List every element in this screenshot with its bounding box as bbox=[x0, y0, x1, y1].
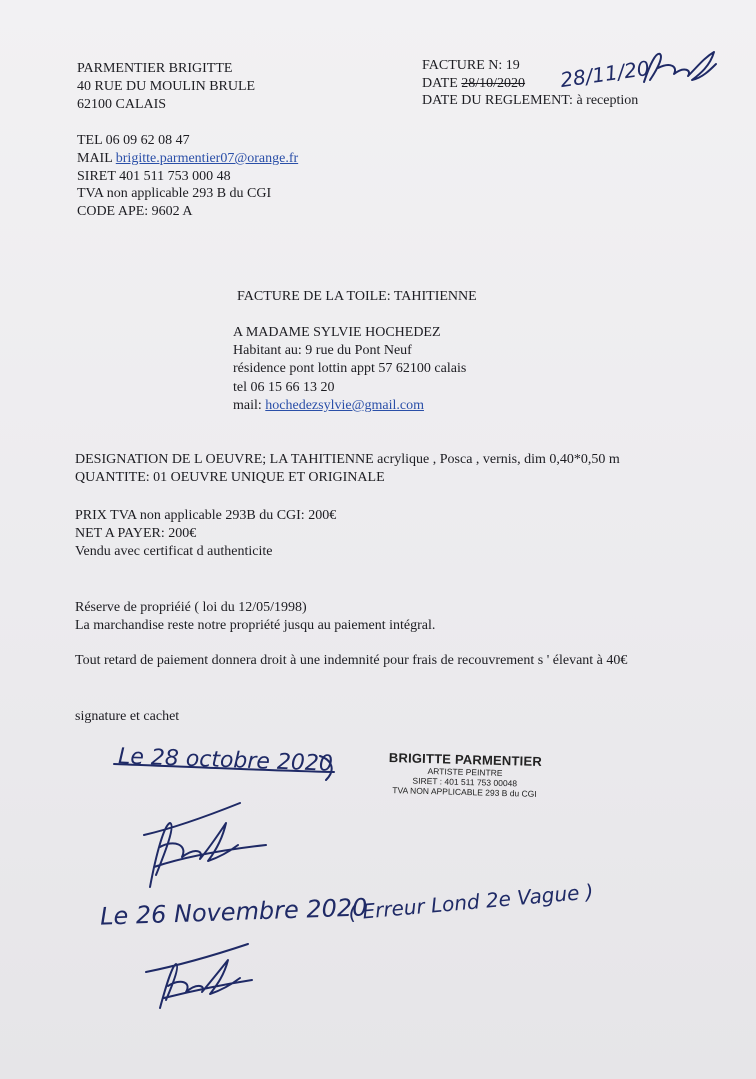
invoice-title: FACTURE DE LA TOILE: TAHITIENNE bbox=[237, 289, 477, 304]
invoice-date-label: DATE bbox=[422, 76, 462, 91]
handwritten-invoice-date: 28/11/20 bbox=[558, 55, 652, 93]
seller-ape: CODE APE: 9602 A bbox=[77, 204, 193, 219]
late-payment-clause: Tout retard de paiement donnera droit à une indemnité pour frais de recouvrement s ' élevant à 40€ bbox=[75, 653, 628, 668]
price-line: PRIX TVA non applicable 293B du CGI: 200€ bbox=[75, 508, 337, 523]
seller-address-street: 40 RUE DU MOULIN BRULE bbox=[77, 79, 256, 94]
signature-icon-2 bbox=[136, 932, 256, 1012]
seller-mail-label: MAIL bbox=[77, 151, 116, 166]
artist-stamp bbox=[379, 750, 550, 799]
seller-address-city: 62100 CALAIS bbox=[77, 97, 167, 112]
certificate-note: Vendu avec certificat d authenticite bbox=[75, 544, 273, 559]
handwritten-note: ( Erreur Lond 2e Vague ) bbox=[347, 879, 595, 925]
signature-icon bbox=[130, 795, 270, 890]
artwork-designation: DESIGNATION DE L OEUVRE; LA TAHITIENNE acrylique , Posca , vernis, dim 0,40*0,50 m bbox=[75, 452, 620, 467]
client-mail-link[interactable]: hochedezsylvie@gmail.com bbox=[265, 398, 424, 413]
seller-name: PARMENTIER BRIGITTE bbox=[77, 61, 233, 76]
client-tel: tel 06 15 66 13 20 bbox=[233, 380, 335, 395]
stamp-siret: SIRET : 401 511 753 00048 bbox=[412, 775, 518, 789]
seller-tel: TEL 06 09 62 08 47 bbox=[77, 133, 190, 148]
invoice-number: FACTURE N: 19 bbox=[422, 58, 520, 73]
invoice-date-struck: 28/10/2020 bbox=[461, 76, 526, 91]
invoice-date-line bbox=[422, 75, 525, 93]
seller-mail-link[interactable]: brigitte.parmentier07@orange.fr bbox=[115, 151, 299, 166]
handwritten-struck-date: Le 28 octobre 2020 bbox=[117, 744, 334, 777]
handwritten-new-date: Le 26 Novembre 2020 bbox=[99, 893, 368, 931]
seller-tva: TVA non applicable 293 B du CGI bbox=[77, 186, 272, 201]
seller-siret: SIRET 401 511 753 000 48 bbox=[77, 169, 231, 184]
signature-label: signature et cachet bbox=[75, 709, 180, 724]
artwork-quantity: QUANTITE: 01 OEUVRE UNIQUE ET ORIGINALE bbox=[75, 470, 385, 485]
client-address-residence: résidence pont lottin appt 57 62100 calais bbox=[233, 361, 467, 376]
invoice-payment: DATE DU REGLEMENT: à reception bbox=[422, 93, 639, 108]
ownership-reserve: Réserve de propriéié ( loi du 12/05/1998) bbox=[75, 600, 307, 615]
ownership-clause: La marchandise reste notre propriété jusqu au paiement intégral. bbox=[75, 618, 436, 633]
header-signature-icon bbox=[640, 44, 720, 88]
client-mail-line bbox=[233, 397, 424, 415]
strike-through-icon bbox=[112, 752, 342, 782]
stamp-tva: TVA NON APPLICABLE 293 B du CGI bbox=[392, 785, 537, 799]
net-to-pay: NET A PAYER: 200€ bbox=[75, 526, 197, 541]
client-address-street: Habitant au: 9 rue du Pont Neuf bbox=[233, 343, 412, 358]
client-mail-label: mail: bbox=[233, 398, 266, 413]
stamp-title: ARTISTE PEINTRE bbox=[427, 766, 503, 778]
stamp-name: BRIGITTE PARMENTIER bbox=[388, 750, 543, 770]
seller-mail-line bbox=[77, 150, 298, 168]
client-name: A MADAME SYLVIE HOCHEDEZ bbox=[233, 325, 441, 340]
